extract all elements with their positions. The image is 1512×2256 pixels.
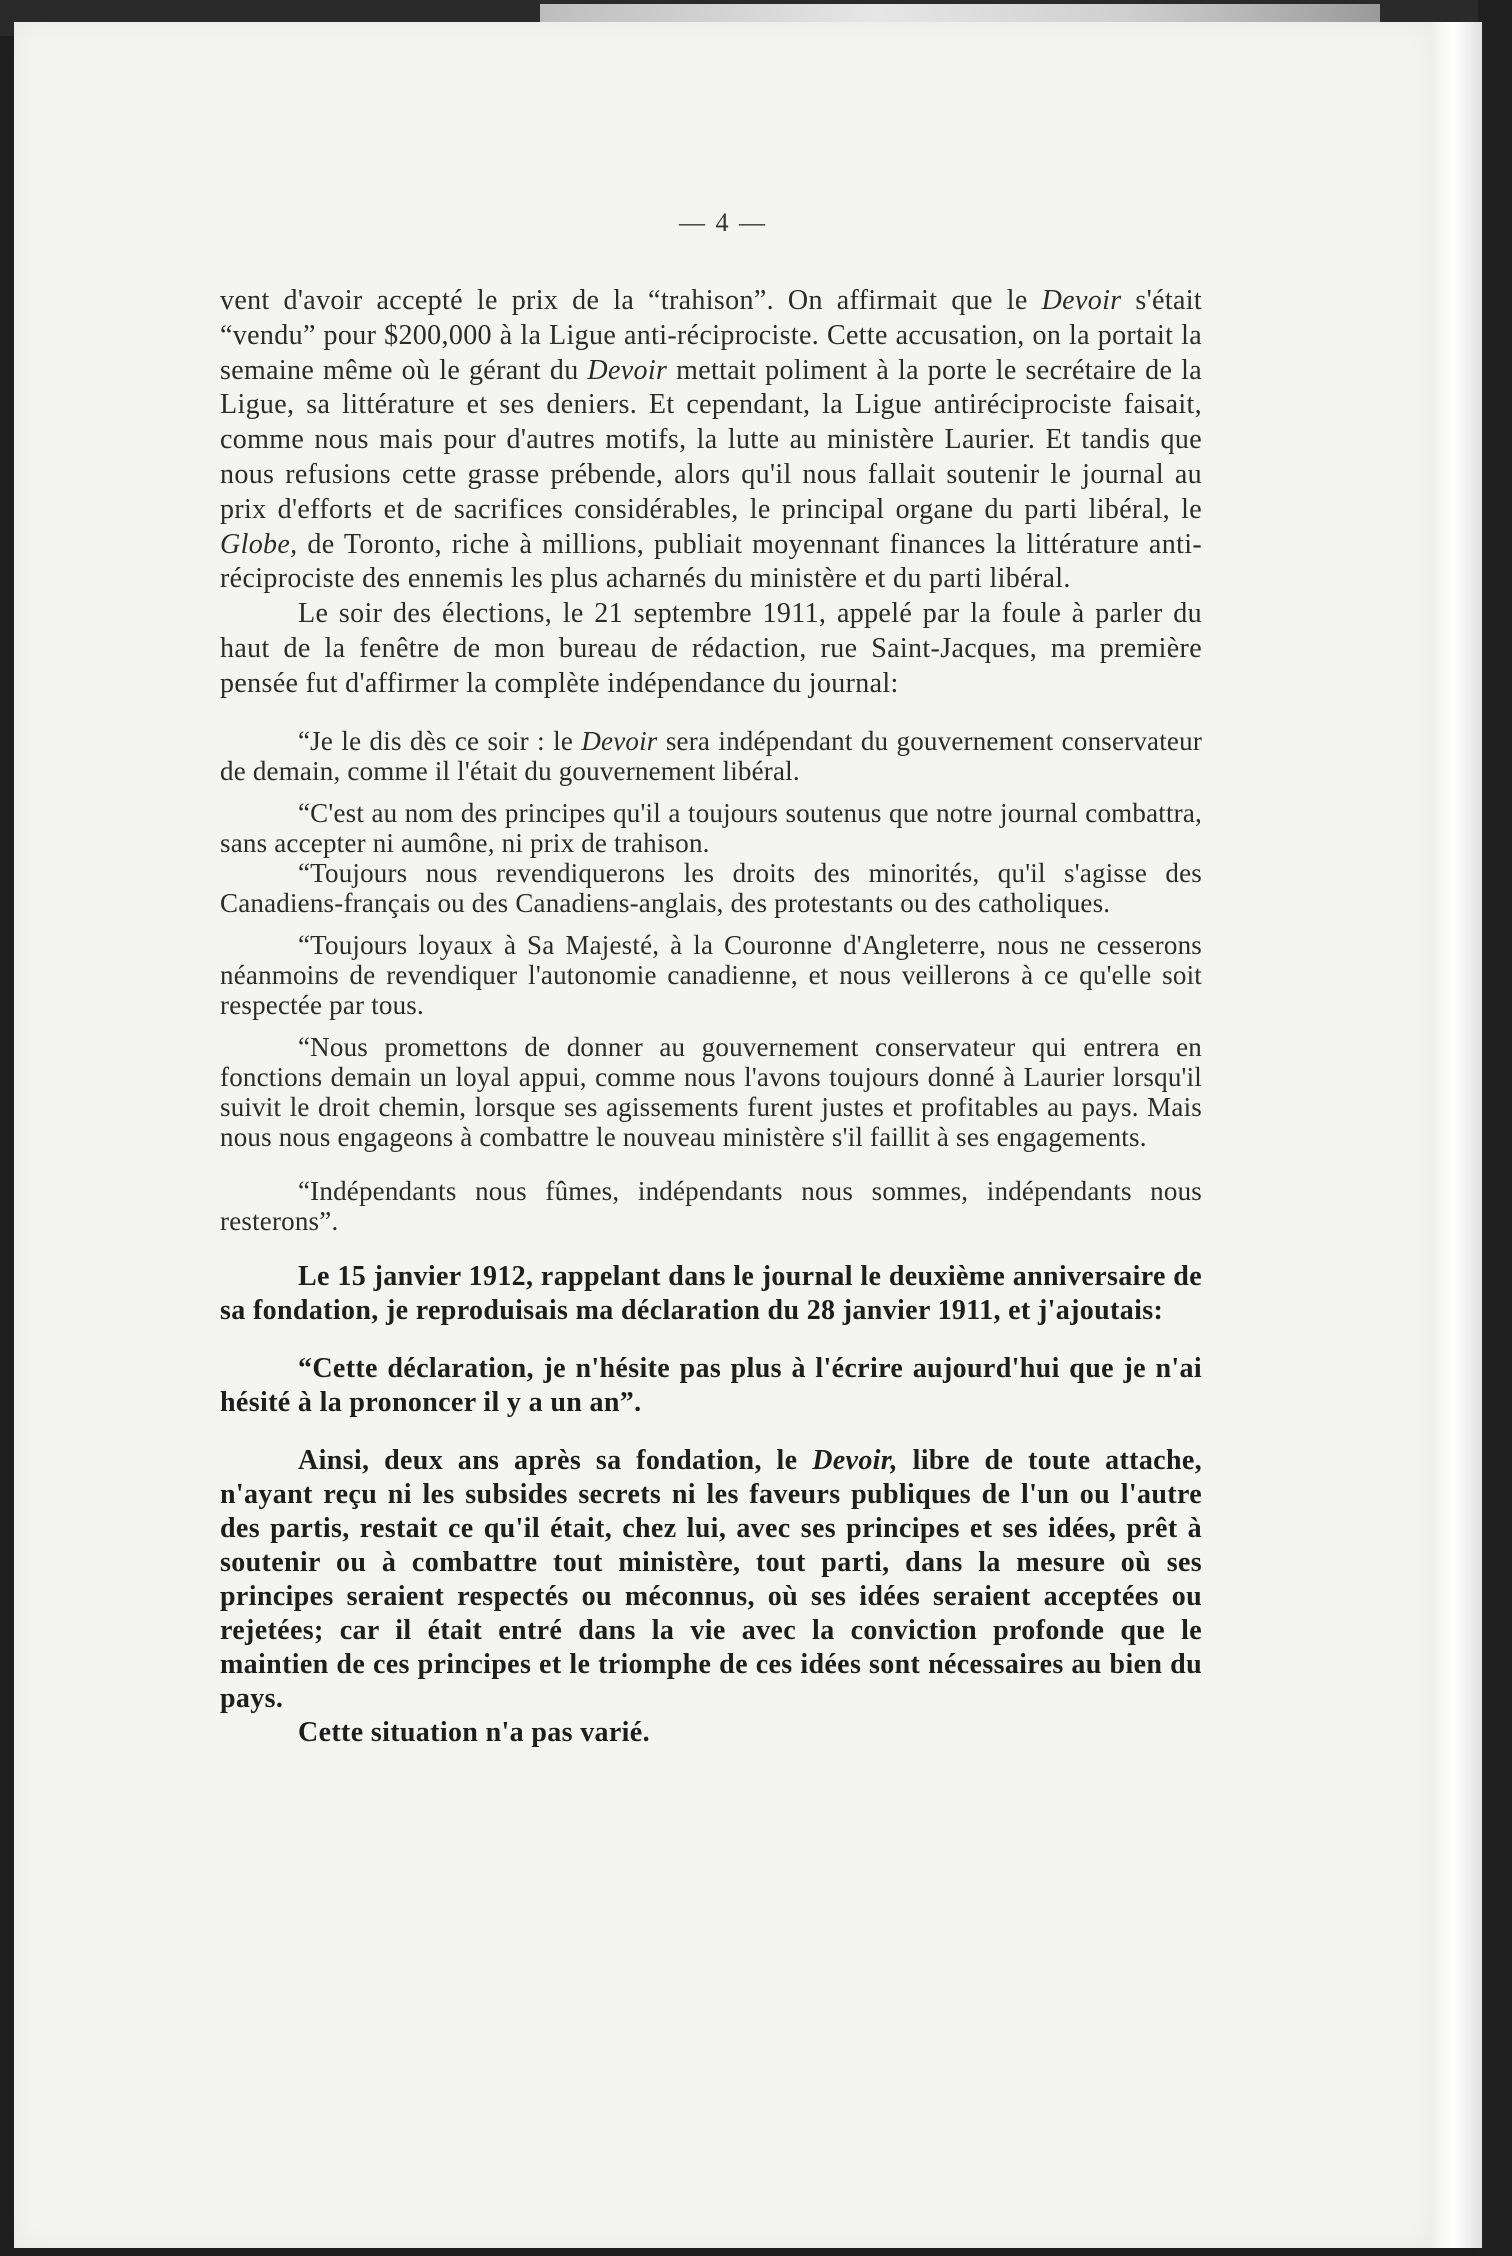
- paragraph: [220, 1260, 1202, 1328]
- quote-paragraph: [220, 1032, 1202, 1152]
- text-run: vent d'avoir accepté le prix de la “trahison”. On affirmait que le: [220, 285, 1042, 316]
- quote-paragraph: [220, 1176, 1202, 1236]
- quote-paragraph: [220, 930, 1202, 1020]
- page-number: — 4 —: [679, 208, 767, 237]
- paragraph: [220, 284, 1202, 597]
- text-run: de Toronto, riche à millions, publiait moyennant finances la littérature anti-réciprociste des ennemis les plus acharnés du ministère et du parti libéral.: [220, 528, 1202, 595]
- text-run: Ainsi, deux ans après sa fondation, le: [298, 1444, 813, 1476]
- text-run: Cette situation n'a pas varié.: [298, 1716, 650, 1748]
- text-run: libre de toute attache, n'ayant reçu ni les subsides secrets ni les faveurs publiques de l'un ou l'autre des partis, restait ce qu'il était, chez lui, avec ses principes et ses idées, prêt à soutenir ou à combattre tout ministère, tout parti, dans la mesure où ses principes seraient respectés ou méconnus, où ses idées seraient acceptées ou rejetées; car il était entré dans la vie avec la conviction profonde que le maintien de ces principes et le triomphe de ces idées sont nécessaires au bien du pays.: [220, 1444, 1202, 1714]
- text-run: sera indépendant du gouvernement conservateur de demain, comme il l'était du gouvernement libéral.: [220, 725, 1203, 786]
- text-run: “Toujours loyaux à Sa Majesté, à la Couronne d'Angleterre, nous ne cesserons néanmoins de revendiquer l'autonomie canadienne, et nous veillerons à ce qu'elle soit respectée par tous.: [220, 929, 1202, 1020]
- newspaper-title: Devoir,: [812, 1444, 898, 1476]
- text-run: mettait poliment à la porte le secrétaire de la Ligue, sa littérature et ses deniers. Et cependant, la Ligue antiréciprociste faisait, comme nous mais pour d'autres motifs, la lutte au ministère Laurier. Et tandis que nous refusions cette grasse prébende, alors qu'il nous fallait soutenir le journal au prix d'efforts et de sacrifices considérables, le principal organe du parti libéral, le: [220, 354, 1202, 525]
- newspaper-title: Devoir: [581, 725, 658, 756]
- text-run: “Cette déclaration, je n'hésite pas plus à l'écrire aujourd'hui que je n'ai hésité à la prononcer il y a un an”.: [220, 1352, 1202, 1418]
- scan-right-border: [1478, 0, 1512, 2256]
- text-run: “Indépendants nous fûmes, indépendants nous sommes, indépendants nous resterons”.: [220, 1175, 1202, 1236]
- newspaper-title: Devoir: [1041, 285, 1122, 316]
- quote-paragraph: [220, 798, 1202, 858]
- text-run: Le soir des élections, le 21 septembre 1911, appelé par la foule à parler du haut de la fenêtre de mon bureau de rédaction, rue Saint-Jacques, ma première pensée fut d'affirmer la complète indépendance du journal:: [220, 598, 1202, 699]
- quote-paragraph: [220, 1352, 1202, 1420]
- text-run: “C'est au nom des principes qu'il a toujours soutenus que notre journal combattra, sans accepter ni aumône, ni prix de trahison.: [220, 797, 1202, 858]
- text-run: “Je le dis dès ce soir : le: [298, 725, 582, 756]
- paragraph: [220, 597, 1202, 701]
- text-run: Le 15 janvier 1912, rappelant dans le journal le deuxième anniversaire de sa fondation, je reproduisais ma déclaration du 28 janvier 1911, et j'ajoutais:: [220, 1260, 1202, 1326]
- quote-paragraph: [220, 726, 1202, 786]
- quote-paragraph: [220, 858, 1202, 918]
- newspaper-title: Devoir: [587, 354, 668, 386]
- document-page: [14, 22, 1432, 2248]
- text-run: s'était “vendu” pour $200,000 à la Ligue anti-réciprociste. Cette accusation, on la portait la semaine même où le gérant du: [220, 285, 1202, 386]
- newspaper-title: Globe,: [220, 528, 298, 560]
- body-text: [220, 284, 1202, 1750]
- paragraph: [220, 1444, 1202, 1716]
- paragraph: [220, 1716, 1202, 1750]
- text-run: “Toujours nous revendiquerons les droits des minorités, qu'il s'agisse des Canadiens-français ou des Canadiens-anglais, des protestants ou des catholiques.: [220, 857, 1202, 918]
- text-run: “Nous promettons de donner au gouvernement conservateur qui entrera en fonctions demain un loyal appui, comme nous l'avons toujours donné à Laurier lorsqu'il suivit le droit chemin, lorsque ses agissements furent justes et profitables au pays. Mais nous nous engageons à combattre le nouveau ministère s'il faillit à ses engagements.: [220, 1031, 1202, 1152]
